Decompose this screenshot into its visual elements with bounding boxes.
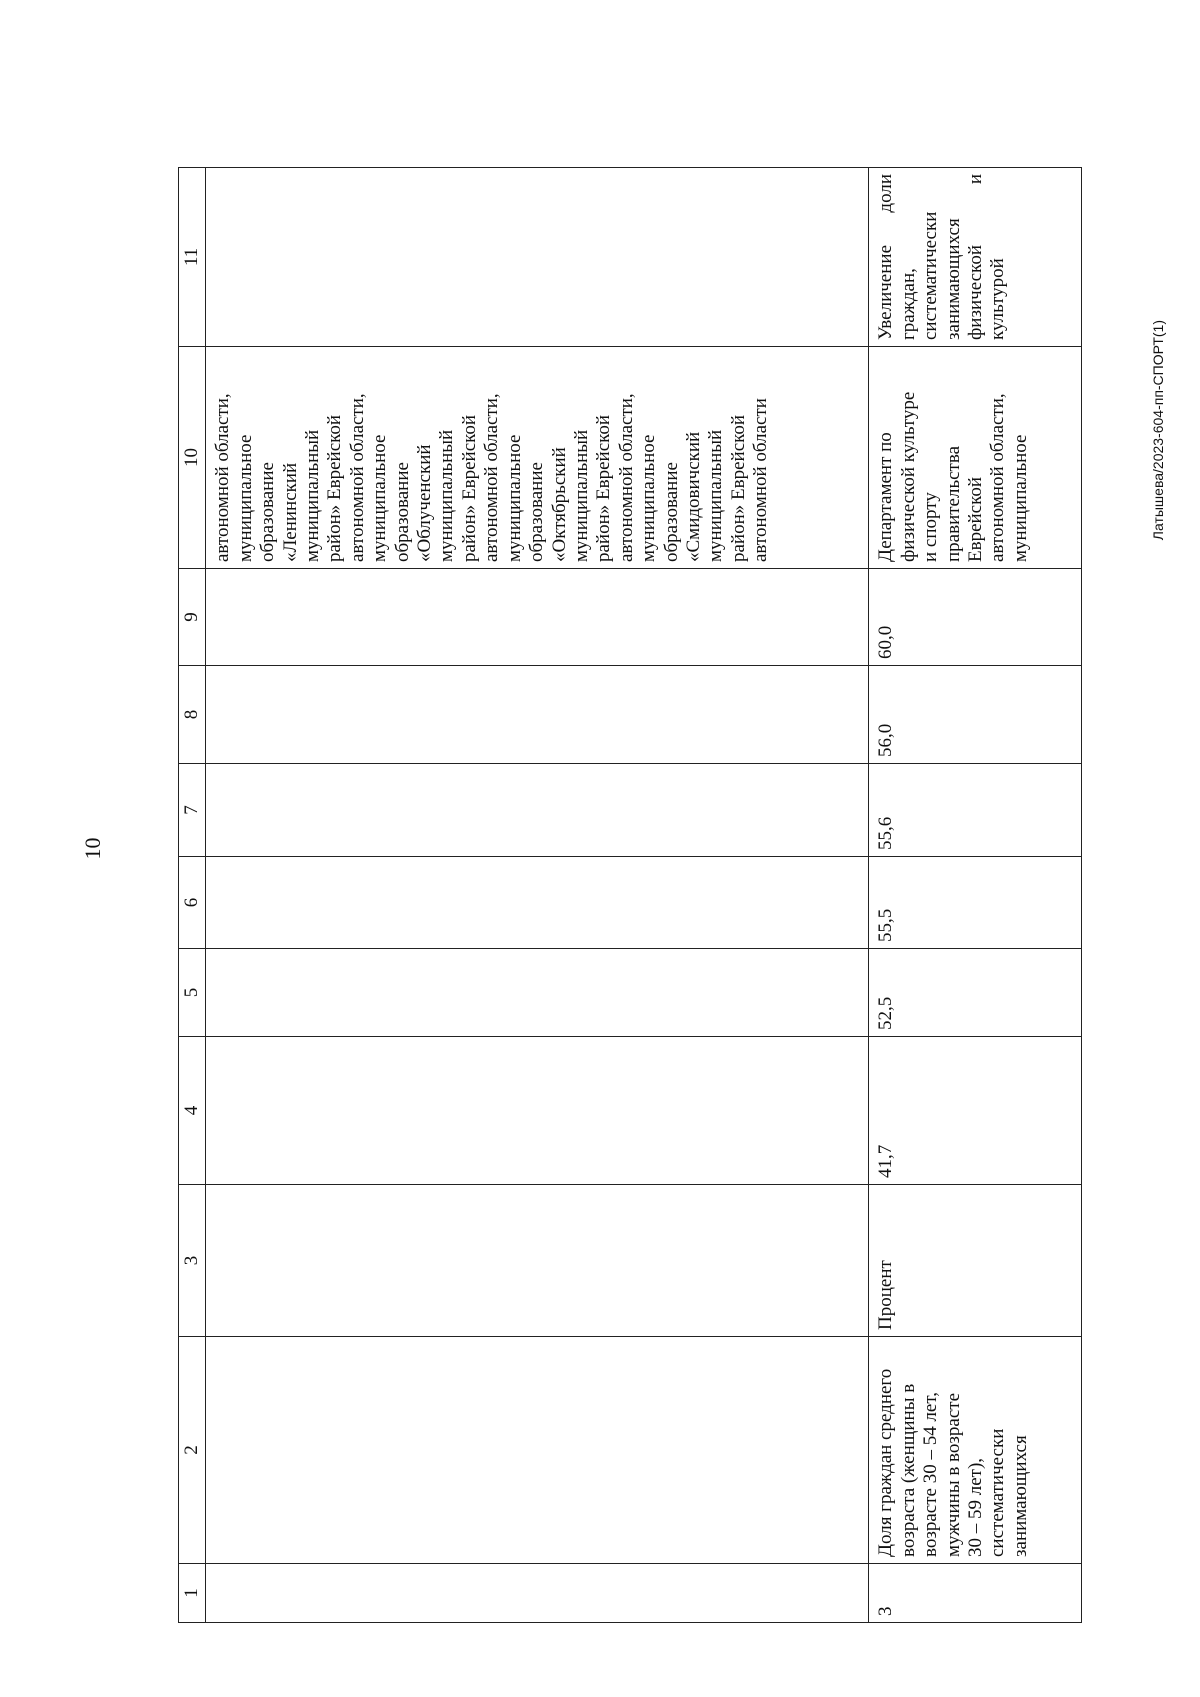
responsible-executors-text: автономной области, муниципальное образование «Ленинский муниципальный район» Еврейской автономной области, муниципальное образование «Облученский муниципальный район» Еврейской автономной области, муниципальное образование «Октябрьский муниципальный район» Еврейской автономной области, муниципальное образование «Смидовичский муниципальный район» Еврейской автономной области	[212, 393, 772, 562]
expected-result-cell: Увеличение доли граждан, систематически занимающихся физической и культурой	[869, 168, 1082, 347]
column-number-row	[179, 168, 206, 1623]
column-number: 11	[179, 168, 206, 347]
value-cell: 52,5	[869, 949, 1082, 1037]
table-cell	[206, 1564, 869, 1623]
column-number: 4	[179, 1037, 206, 1185]
unit-cell: Процент	[869, 1185, 1082, 1337]
indicators-table	[178, 167, 1082, 1623]
table-cell	[206, 949, 869, 1037]
responsible-executors-cell	[206, 347, 869, 569]
column-number: 5	[179, 949, 206, 1037]
continuation-row	[206, 168, 869, 1623]
value-cell: 60,0	[869, 569, 1082, 666]
responsible-executor-text: Департамент по физической культуре и спорту правительства Еврейской автономной области, муниципальное	[875, 391, 1031, 562]
table-cell	[206, 569, 869, 666]
responsible-executor-cell	[869, 347, 1082, 569]
table-row	[869, 168, 1082, 1623]
column-number: 6	[179, 857, 206, 949]
column-number: 3	[179, 1185, 206, 1337]
table-cell	[206, 666, 869, 764]
value-cell: 55,5	[869, 857, 1082, 949]
indicator-name-cell	[869, 1337, 1082, 1564]
value-cell: 55,6	[869, 764, 1082, 857]
table-cell	[206, 1337, 869, 1564]
value-cell: 41,7	[869, 1037, 1082, 1185]
column-number: 2	[179, 1337, 206, 1564]
value-cell: 56,0	[869, 666, 1082, 764]
column-number: 7	[179, 764, 206, 857]
column-number: 1	[179, 1564, 206, 1623]
column-number: 8	[179, 666, 206, 764]
column-number: 10	[179, 347, 206, 569]
row-number: 3	[869, 1564, 1082, 1623]
indicator-name: Доля граждан среднего возраста (женщины в возрасте 30 – 54 лет, мужчины в возрасте 30 – 59 лет), систематически занимающихся	[875, 1368, 1031, 1557]
table-cell	[206, 168, 869, 347]
column-number: 9	[179, 569, 206, 666]
page-number: 10	[80, 837, 105, 860]
table-cell	[206, 1037, 869, 1185]
table-cell	[206, 857, 869, 949]
document-id: Латышева/2023-604-пп-СПОРТ(1)	[1150, 320, 1166, 541]
table-cell	[206, 764, 869, 857]
table-cell	[206, 1185, 869, 1337]
